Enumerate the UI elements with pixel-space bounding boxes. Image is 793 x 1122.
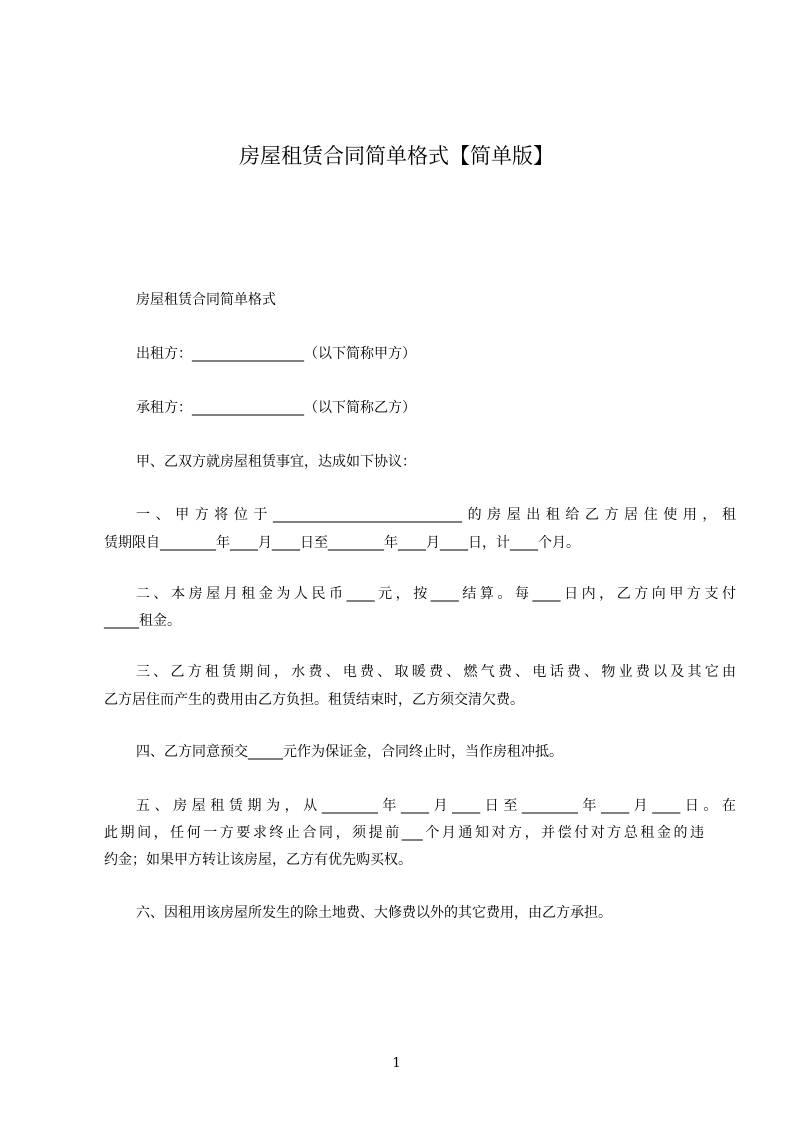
document-subtitle: 房屋租赁合同简单格式: [136, 292, 276, 308]
clause-1-line-1: 一、甲方将位于___________________________的房屋出租给乙方居住使用，租: [136, 507, 736, 523]
intro-line: 甲、乙双方就房屋租赁事宜，达成如下协议：: [136, 454, 416, 470]
clause-3-line-2: 乙方居住而产生的费用由乙方负担。租赁结束时，乙方须交清欠费。: [104, 692, 524, 708]
clause-5-line-2: 此期间，任何一方要求终止合同，须提前___个月通知对方，并偿付对方总租金的违: [104, 825, 704, 841]
clause-1-line-2: 赁期限自________年____月____日至________年____月____日，计____个月。: [104, 535, 580, 551]
clause-2-line-2: _____租金。: [104, 613, 181, 629]
document-title: 房屋租赁合同简单格式【简单版】: [239, 144, 554, 168]
clause-4-line: 四、乙方同意预交_____元作为保证金，合同终止时，当作房租冲抵。: [136, 744, 563, 760]
clause-5-line-1: 五、房屋租赁期为，从________年____月____日至________年____月____日。在: [136, 798, 736, 814]
clause-2-line-1: 二、本房屋月租金为人民币____元，按____结算。每____日内，乙方向甲方支付: [136, 586, 736, 602]
clause-5-line-3: 约金；如果甲方转让该房屋，乙方有优先购买权。: [104, 852, 412, 868]
clause-3-line-1: 三、乙方租赁期间，水费、电费、取暖费、燃气费、电话费、物业费以及其它由: [136, 664, 736, 680]
lessor-line: 出租方：________________（以下简称甲方）: [136, 346, 416, 362]
clause-6-line: 六、因租用该房屋所发生的除土地费、大修费以外的其它费用，由乙方承担。: [136, 905, 612, 921]
page-number: 1: [392, 1056, 401, 1071]
lessee-line: 承租方：________________（以下简称乙方）: [136, 400, 416, 416]
